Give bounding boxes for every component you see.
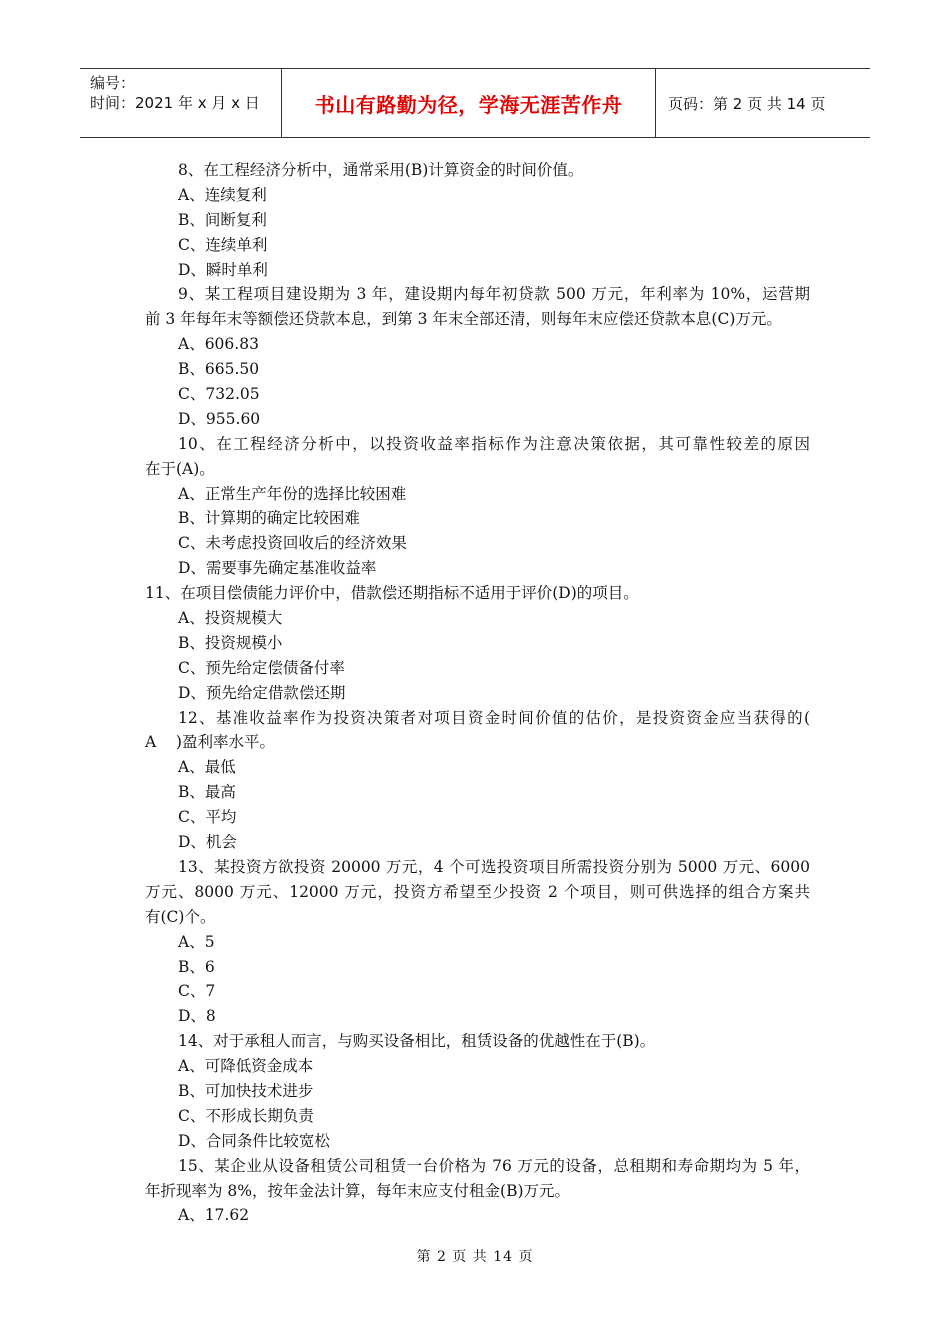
option-text: A、投资规模大 [178,609,283,628]
question-text: 10、在工程经济分析中，以投资收益率指标作为注意决策依据，其可靠性较差的原因 [178,434,810,453]
page-label: 页码：第 2 页 共 14 页 [668,94,826,113]
option-text: B、间断复利 [178,210,267,229]
option-text: D、预先给定借款偿还期 [178,683,346,702]
question-text: 8、在工程经济分析中，通常采用(B)计算资金的时间价值。 [178,161,584,179]
option-text: A、5 [178,932,215,951]
option-text: A、606.83 [178,335,259,354]
page-footer: 第 2 页 共 14 页 [416,1249,534,1265]
option-text: B、可加快技术进步 [178,1081,314,1100]
question-text: 9、某工程项目建设期为 3 年，建设期内每年初贷款 500 万元，年利率为 10%，运营期 [178,285,810,304]
option-text: B、计算期的确定比较困难 [178,509,360,528]
question-text: 13、某投资方欲投资 20000 万元，4 个可选投资项目所需投资分别为 5000 万元、6000 [178,857,810,876]
question-text: A )盈利率水平。 [145,733,275,752]
option-text: D、瞬时单利 [178,260,268,279]
option-text: C、732.05 [178,385,260,404]
option-text: C、连续单利 [178,235,268,254]
document-body [145,158,810,1228]
page-header [80,68,870,138]
option-text: D、955.60 [178,409,261,428]
option-text: A、可降低资金成本 [178,1057,314,1076]
header-meta [80,69,282,137]
option-text: C、不形成长期负责 [178,1106,314,1125]
question-text: 前 3 年每年末等额偿还贷款本息，到第 3 年末全部还清，则每年末应偿还贷款本息(C)万元。 [145,310,782,329]
question-text: 11、在项目偿债能力评价中，借款偿还期指标不适用于评价(D)的项目。 [145,584,639,603]
option-text: B、665.50 [178,360,260,379]
option-text: A、最低 [178,758,236,777]
option-text: B、投资规模小 [178,633,283,652]
number-label: 编号： [90,74,136,92]
option-text: A、17.62 [178,1206,250,1225]
option-text: D、需要事先确定基准收益率 [178,559,377,578]
option-text: A、正常生产年份的选择比较困难 [178,484,407,503]
motto: 书山有路勤为径，学海无涯苦作舟 [282,69,656,137]
question-text: 12、基准收益率作为投资决策者对项目资金时间价值的估价，是投资资金应当获得的( [178,708,810,727]
option-text: C、预先给定偿债备付率 [178,658,345,677]
question-text: 年折现率为 8%，按年金法计算，每年末应支付租金(B)万元。 [145,1181,571,1200]
option-text: A、连续复利 [178,185,267,204]
option-text: C、平均 [178,808,237,827]
option-text: D、合同条件比较宽松 [178,1131,330,1150]
option-text: C、未考虑投资回收后的经济效果 [178,534,407,553]
option-text: B、最高 [178,783,236,802]
question-text: 在于(A)。 [145,459,215,478]
question-text: 万元、8000 万元、12000 万元，投资方希望至少投资 2 个项目，则可供选择的组合方案共 [145,882,810,901]
question-text: 15、某企业从设备租赁公司租赁一台价格为 76 万元的设备，总租期和寿命期均为 5 年， [178,1156,810,1175]
question-text: 14、对于承租人而言，与购买设备相比，租赁设备的优越性在于(B)。 [178,1032,656,1051]
option-text: B、6 [178,957,215,976]
option-text: D、机会 [178,833,237,852]
option-text: D、8 [178,1007,216,1026]
option-text: C、7 [178,982,216,1001]
question-text: 有(C)个。 [145,907,216,926]
time-label: 时间：2021 年 x 月 x 日 [90,94,260,112]
